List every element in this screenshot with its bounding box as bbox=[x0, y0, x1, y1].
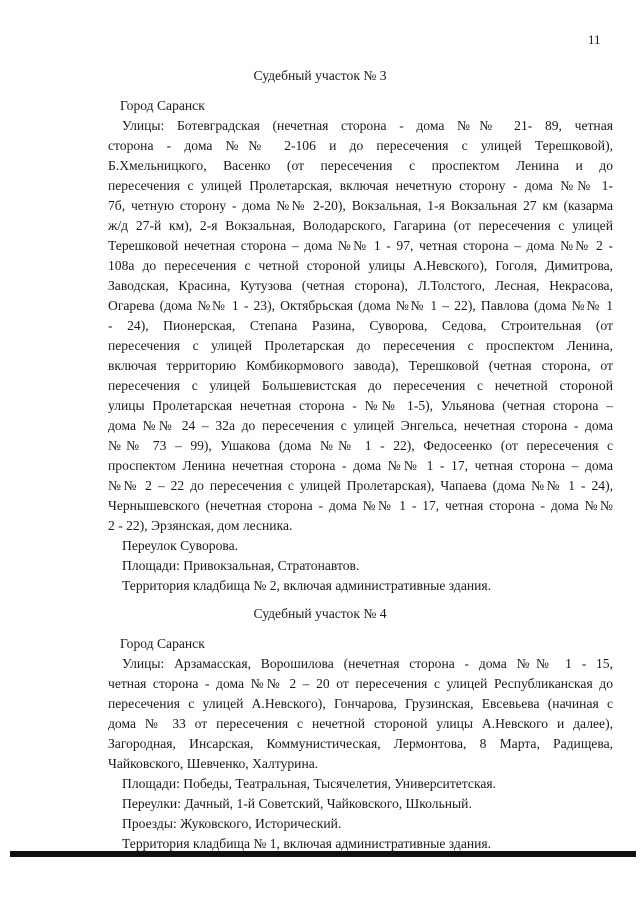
text-line: дома № 33 от пересечения с нечетной стороной улицы А.Невского и далее), bbox=[108, 716, 613, 731]
section-title: Судебный участок № 4 bbox=[253, 606, 387, 621]
text-line: Переулки: Дачный, 1-й Советский, Чайковского, Школьный. bbox=[122, 796, 472, 811]
text-line: Заводская, Красина, Кутузова (четная сторона), Л.Толстого, Лесная, Некрасова, bbox=[108, 278, 613, 293]
section-title: Судебный участок № 3 bbox=[253, 68, 387, 83]
text-line: Территория кладбища № 1, включая административные здания. bbox=[122, 836, 492, 851]
text-line: Загородная, Инсарская, Коммунистическая, Лермонтова, 8 Марта, Радищева, bbox=[108, 736, 613, 751]
text-line: №№ 73 – 99), Ушакова (дома №№ 1 - 22), Федосеенко (от пересечения с bbox=[108, 438, 613, 453]
text-line: сторона - дома №№ 2-106 и до пересечения с улицей Терешковой), bbox=[108, 138, 613, 153]
text-line: Б.Хмельницкого, Васенко (от пересечения с проспектом Ленина и до bbox=[108, 158, 613, 173]
text-line: 2 - 22), Эрзянская, дом лесника. bbox=[108, 518, 293, 533]
text-line: пересечения с улицей Пролетарская до пересечения с проспектом Ленина, bbox=[108, 338, 613, 353]
city-heading: Город Саранск bbox=[120, 636, 205, 651]
text-line: пересечения с улицей Пролетарская, включая нечетную сторону - дома №№ 1- bbox=[108, 178, 613, 193]
text-line: дома №№ 24 – 32а до пересечения с улицей Энгельса, нечетная сторона - дома bbox=[108, 418, 613, 433]
text-line: - 24), Пионерская, Степана Разина, Суворова, Седова, Строительная (от bbox=[108, 318, 613, 333]
page-number: 11 bbox=[588, 32, 601, 47]
text-line: пересечения с улицей А.Невского), Гончарова, Грузинская, Евсевьева (начиная с bbox=[108, 696, 613, 711]
text-line: 108а до пересечения с четной стороной улицы А.Невского), Гоголя, Димитрова, bbox=[108, 258, 613, 273]
text-line: проспектом Ленина нечетная сторона - дома №№ 1 - 17, четная сторона – дома bbox=[108, 458, 613, 473]
city-heading: Город Саранск bbox=[120, 98, 205, 113]
text-line: Площади: Привокзальная, Стратонавтов. bbox=[122, 558, 360, 573]
text-line: Улицы: Ботевградская (нечетная сторона - дома №№ 21- 89, четная bbox=[122, 118, 613, 133]
text-line: Территория кладбища № 2, включая административные здания. bbox=[122, 578, 492, 593]
text-line: включая территорию Комбикормового завода), Терешковой (четная сторона, от bbox=[108, 358, 613, 373]
text-line: улицы Пролетарская нечетная сторона - №№ 1-5), Ульянова (четная сторона – bbox=[108, 398, 613, 413]
text-line: Улицы: Арзамасская, Ворошилова (нечетная сторона - дома №№ 1 - 15, bbox=[122, 656, 613, 671]
text-line: Переулок Суворова. bbox=[122, 538, 239, 553]
text-line: ж/д 27-й км), 2-я Вокзальная, Володарского, Гагарина (от пересечения с улицей bbox=[108, 218, 613, 233]
text-line: Проезды: Жуковского, Исторический. bbox=[122, 816, 342, 831]
text-line: №№ 2 – 22 до пересечения с улицей Пролетарская), Чапаева (дома №№ 1 - 24), bbox=[108, 478, 613, 493]
text-line: Чайковского, Шевченко, Халтурина. bbox=[108, 756, 319, 771]
text-line: пересечения с улицей Большевистская до пересечения с нечетной стороной bbox=[108, 378, 613, 393]
page-bottom-rule bbox=[10, 851, 636, 857]
text-line: Чернышевского (нечетная сторона - дома №№ 1 - 17, четная сторона - дома №№ bbox=[108, 498, 613, 513]
text-line: 7б, четную сторону - дома №№ 2-20), Вокзальная, 1-я Вокзальная 27 км (казарма bbox=[108, 198, 613, 213]
text-line: Огарева (дома №№ 1 - 23), Октябрьская (дома №№ 1 – 22), Павлова (дома №№ 1 bbox=[108, 298, 613, 313]
text-line: Площади: Победы, Театральная, Тысячелетия, Университетская. bbox=[122, 776, 497, 791]
text-line: Терешковой нечетная сторона – дома №№ 1 - 97, четная сторона – дома №№ 2 - bbox=[108, 238, 613, 253]
text-line: четная сторона - дома №№ 2 – 20 от пересечения с улицей Республиканская до bbox=[108, 676, 613, 691]
